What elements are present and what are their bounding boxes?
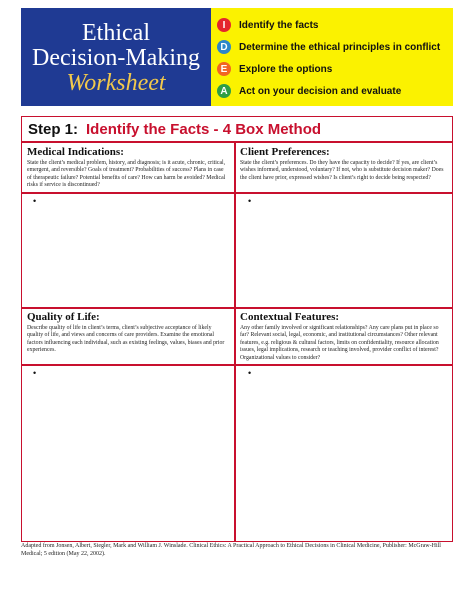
step-row-determine xyxy=(217,38,440,56)
worksheet-header xyxy=(21,8,453,106)
title-line-decision-making: Decision-Making xyxy=(32,45,200,71)
client-preferences-title: Client Preferences: xyxy=(240,146,330,158)
contextual-features-answer[interactable]: • xyxy=(248,368,252,378)
quality-of-life-answer[interactable]: • xyxy=(33,368,37,378)
step-badge-e: E xyxy=(217,62,231,76)
contextual-features-description: Any other family involved or significant relationships? Any care plans put in place so far? Relevant social, legal, economic, and institutional circumstances? Other relevant features, e.g. religious & cultural factors, limits on confidentiality, resource allocation issues, legal implications, research or teaching involved, provider conflict of interest? Organizational values to consider? xyxy=(240,325,439,361)
step-row-identify xyxy=(217,16,318,34)
step-text-explore: Explore the options xyxy=(239,63,333,75)
header-steps-block xyxy=(211,8,453,106)
quality-of-life-description: Describe quality of life in client’s terms, client’s subjective acceptance of likely quality of life, and views and concerns of care providers. Examine the emotional factors influencing each individual, such as existing feelings, values, biases and prior experiences. xyxy=(27,325,225,354)
step-badge-i: I xyxy=(217,18,231,32)
step-row-act xyxy=(217,82,401,100)
step-text-determine: Determine the ethical principles in conflict xyxy=(239,41,441,53)
medical-indications-answer[interactable]: • xyxy=(33,196,37,206)
grid-divider-top-header xyxy=(22,192,452,194)
step-text-identify: Identify the facts xyxy=(239,19,319,31)
client-preferences-description: State the client’s preferences. Do they have the capacity to decide? If yes, are client’s wishes informed, understood, voluntary? If not, who is substitute decision maker? Does the client have prior, expressed wishes? Is client’s right to decide being respected? xyxy=(240,160,444,181)
contextual-features-title: Contextual Features: xyxy=(240,311,340,323)
step-row-explore xyxy=(217,60,332,78)
step-heading xyxy=(21,116,453,142)
title-line-worksheet: Worksheet xyxy=(66,70,166,96)
medical-indications-description: State the client’s medical problem, history, and diagnosis; is it acute, chronic, critical, emergent, and reversible? Goals of treatment? Probabilities of success? Plans in case of therapeutic failure? Potential benefits of care? How can harm be avoided? Medical risks if service is discontinued? xyxy=(27,160,226,189)
source-citation: Adapted from Jonsen, Albert, Siegler, Mark and William J. Winslade. Clinical Ethics: A Practical Approach to Ethical Decisions in Clinical Medicine, Publisher: McGraw-Hill Medical; 5 edition (May 22, 2002). xyxy=(21,543,441,557)
step-badge-d: D xyxy=(217,40,231,54)
four-box-grid xyxy=(21,142,453,542)
step-title: Identify the Facts - 4 Box Method xyxy=(86,120,322,138)
medical-indications-title: Medical Indications: xyxy=(27,146,124,158)
title-line-ethical: Ethical xyxy=(82,20,150,46)
quality-of-life-title: Quality of Life: xyxy=(27,311,100,323)
grid-divider-bottom-header xyxy=(22,364,452,366)
grid-divider-vertical xyxy=(234,143,236,541)
step-number: Step 1: xyxy=(28,120,79,138)
step-badge-a: A xyxy=(217,84,231,98)
header-title-block xyxy=(21,8,211,106)
grid-divider-middle xyxy=(22,307,452,309)
step-text-act: Act on your decision and evaluate xyxy=(239,85,402,97)
client-preferences-answer[interactable]: • xyxy=(248,196,252,206)
